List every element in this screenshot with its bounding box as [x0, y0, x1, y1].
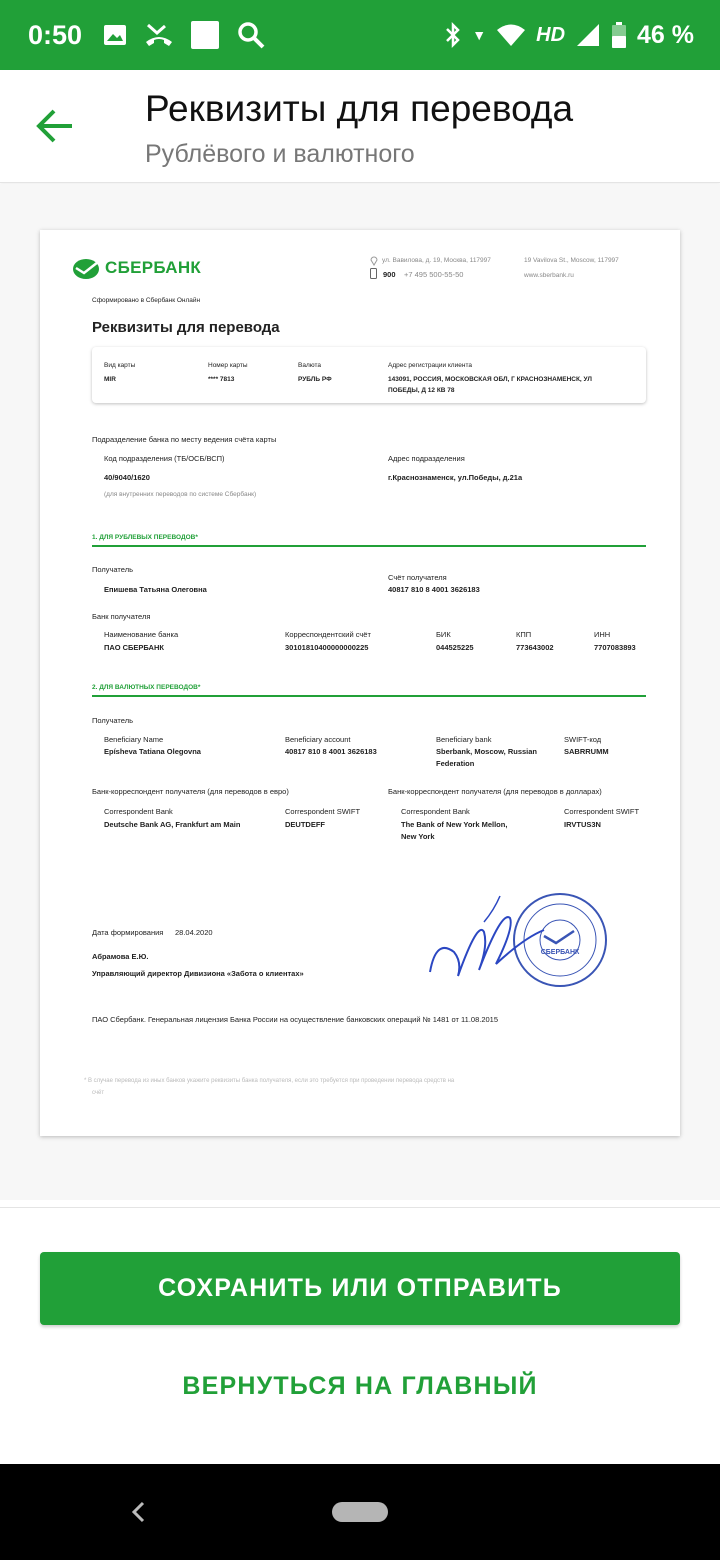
bluetooth-icon [444, 21, 462, 49]
rub-bank-name-label: Наименование банка [104, 630, 179, 639]
missed-call-icon [144, 22, 174, 48]
rub-inn-label: ИНН [594, 630, 611, 639]
fx-ben-name-value: Epísheva Tatiana Olegovna [104, 747, 201, 756]
battery-level: 46 % [637, 20, 694, 49]
bank-website: www.sberbank.ru [524, 272, 574, 279]
notification-icons [102, 20, 266, 50]
rub-account-value: 40817 810 8 4001 3626183 [388, 585, 480, 594]
page-title: Реквизиты для перевода [145, 88, 574, 129]
nav-back-icon[interactable] [128, 1500, 150, 1524]
branch-code-value: 40/9040/1620 [104, 473, 150, 482]
sberbank-logo-icon [72, 256, 100, 280]
usd-bank-label: Correspondent Bank [401, 807, 470, 816]
square-icon [190, 20, 220, 50]
fx-section-heading: 2. ДЛЯ ВАЛЮТНЫХ ПЕРЕВОДОВ* [92, 684, 201, 691]
branch-address-label: Адрес подразделения [388, 454, 465, 463]
fx-ben-account-label: Beneficiary account [285, 735, 351, 744]
signature-icon [424, 890, 574, 990]
rub-corr-value: 30101810400000000225 [285, 643, 369, 652]
rub-recipient-value: Епишева Татьяна Олеговна [104, 585, 207, 594]
rub-bank-name-value: ПАО СБЕРБАНК [104, 643, 164, 652]
corr-eur-label: Банк-корреспондент получателя (для переводов в евро) [92, 787, 289, 796]
fx-ben-bank-label: Beneficiary bank [436, 735, 492, 744]
signer-name: Абрамова Е.Ю. [92, 952, 149, 961]
currency-value: РУБЛЬ РФ [298, 376, 332, 383]
card-type-value: MIR [104, 376, 116, 383]
license-text: ПАО Сбербанк. Генеральная лицензия Банка России на осуществление банковских операций № 1481 от 11.08.2015 [92, 1015, 499, 1024]
rub-kpp-value: 773643002 [516, 643, 554, 652]
fx-ben-account-value: 40817 810 8 4001 3626183 [285, 747, 377, 756]
fx-ben-bank-line2: Federation [436, 759, 475, 768]
corr-usd-label: Банк-корреспондент получателя (для переводов в долларах) [388, 787, 602, 796]
fx-recipient-label: Получатель [92, 716, 133, 725]
rub-kpp-label: КПП [516, 630, 532, 639]
nav-home-pill[interactable] [332, 1502, 388, 1522]
logo-text: СБЕРБАНК [105, 258, 202, 277]
data-arrow-icon: ▼ [472, 27, 487, 43]
bank-address-en: 19 Vavilova St., Moscow, 117997 [524, 257, 619, 264]
network-type: HD [536, 23, 566, 46]
fx-swift-value: SABRRUMM [564, 747, 609, 756]
requisites-document[interactable] [40, 230, 680, 1136]
usd-swift-value: IRVTUS3N [564, 820, 601, 829]
system-nav-bar [0, 1464, 720, 1560]
status-bar [0, 0, 720, 70]
usd-swift-label: Correspondent SWIFT [564, 807, 640, 816]
fx-section-divider [92, 695, 646, 697]
document-title: Реквизиты для перевода [92, 319, 280, 336]
eur-bank-label: Correspondent Bank [104, 807, 173, 816]
branch-address-value: г.Краснознаменск, ул.Победы, д.21а [388, 473, 523, 482]
reg-address-line2: ПОБЕДЫ, Д 12 КВ 78 [388, 387, 455, 394]
rub-section-divider [92, 545, 646, 547]
system-icons [444, 21, 694, 50]
formation-date-value: 28.04.2020 [175, 928, 213, 937]
rub-account-label: Счёт получателя [388, 573, 447, 582]
signal-icon [575, 22, 601, 48]
phone-icon [370, 268, 377, 279]
signer-title: Управляющий директор Дивизиона «Забота о клиентах» [92, 969, 304, 978]
sberbank-logo [72, 256, 201, 280]
fx-ben-name-label: Beneficiary Name [104, 735, 164, 744]
fx-ben-bank-line1: Sberbank, Moscow, Russian [436, 747, 537, 756]
location-pin-icon [370, 256, 378, 266]
bank-phone-short: 900 [383, 270, 396, 279]
card-number-label: Номер карты [208, 362, 248, 369]
eur-bank-value: Deutsche Bank AG, Frankfurt am Main [104, 820, 241, 829]
rub-section-heading: 1. ДЛЯ РУБЛЕВЫХ ПЕРЕВОДОВ* [92, 534, 198, 541]
fx-swift-label: SWIFT-код [564, 735, 602, 744]
bank-address-ru: ул. Вавилова, д. 19, Москва, 117997 [382, 257, 491, 264]
app-header [0, 70, 720, 183]
page-subtitle: Рублёвого и валютного [145, 140, 415, 168]
branch-code-label: Код подразделения (ТБ/ОСБ/ВСП) [104, 454, 225, 463]
reg-address-label: Адрес регистрации клиента [388, 362, 472, 369]
footnote-line1: * В случае перевода из иных банков укажите реквизиты банка получателя, если это требуется при проведении перевода средств на [84, 1078, 455, 1084]
eur-swift-label: Correspondent SWIFT [285, 807, 361, 816]
branch-section-label: Подразделение банка по месту ведения счёта карты [92, 435, 277, 444]
save-or-send-button[interactable]: СОХРАНИТЬ ИЛИ ОТПРАВИТЬ [40, 1252, 680, 1325]
usd-bank-line1: The Bank of New York Mellon, [401, 820, 508, 829]
branch-code-note: (для внутренних переводов по системе Сбербанк) [104, 491, 257, 498]
image-icon [102, 23, 128, 47]
card-info-box [92, 347, 646, 403]
search-icon [236, 20, 266, 50]
eur-swift-value: DEUTDEFF [285, 820, 325, 829]
card-number-value: **** 7813 [208, 376, 235, 383]
rub-inn-value: 7707083893 [594, 643, 636, 652]
battery-icon [611, 21, 627, 49]
formed-in-label: Сформировано в Сбербанк Онлайн [92, 297, 201, 304]
rub-bank-label: Банк получателя [92, 612, 151, 621]
usd-bank-line2: New York [401, 832, 435, 841]
document-preview-area[interactable] [0, 184, 720, 1200]
footnote-line2: счёт [92, 1090, 105, 1096]
currency-label: Валюта [298, 362, 321, 369]
stamp-text: СБЕРБАНК [540, 949, 580, 956]
footer-actions [0, 1207, 720, 1464]
rub-bik-label: БИК [436, 630, 451, 639]
formation-date-label: Дата формирования [92, 928, 164, 937]
wifi-icon [496, 23, 526, 47]
return-home-button[interactable]: ВЕРНУТЬСЯ НА ГЛАВНЫЙ [182, 1372, 538, 1400]
card-type-label: Вид карты [104, 362, 136, 369]
reg-address-line1: 143091, РОССИЯ, МОСКОВСКАЯ ОБЛ, Г КРАСНОЗНАМЕНСК, УЛ [388, 376, 592, 383]
back-arrow-icon[interactable] [34, 106, 78, 146]
rub-recipient-label: Получатель [92, 565, 133, 574]
rub-corr-label: Корреспондентский счёт [285, 630, 371, 639]
status-time: 0:50 [28, 19, 83, 50]
bank-phone-long: +7 495 500-55-50 [404, 270, 464, 279]
rub-bik-value: 044525225 [436, 643, 474, 652]
